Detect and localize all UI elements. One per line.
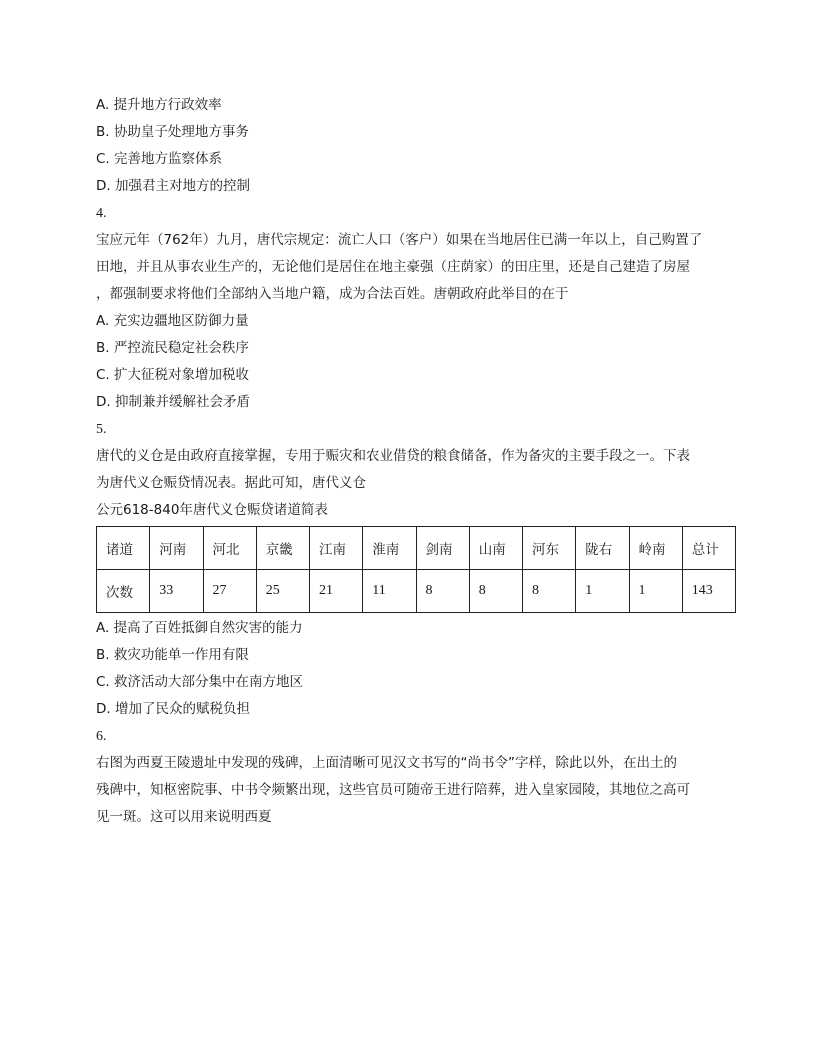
q5-option-d: D. 增加了民众的赋税负担	[96, 701, 250, 717]
table-cell: 27	[203, 570, 256, 613]
table-cell: 1	[629, 570, 682, 613]
table-cell: 25	[256, 570, 309, 613]
q6-stem-line-3: 见一斑。这可以用来说明西夏	[96, 809, 272, 825]
q3-options	[96, 92, 736, 200]
q6-number: 6.	[96, 729, 107, 744]
table-cell: 河东	[523, 527, 576, 570]
table-cell: 河北	[203, 527, 256, 570]
q4-stem-line-1: 宝应元年（762年）九月，唐代宗规定：流亡人口（客户）如果在当地居住已满一年以上，自己购置了	[96, 232, 703, 248]
table-cell: 山南	[469, 527, 522, 570]
table-cell: 33	[150, 570, 203, 613]
table-cell: 江南	[310, 527, 363, 570]
table-cell: 1	[576, 570, 629, 613]
relief-table	[96, 526, 736, 613]
q3-option-a: A. 提升地方行政效率	[96, 97, 222, 113]
q4-option-b: B. 严控流民稳定社会秩序	[96, 340, 249, 356]
table-cell: 诸道	[97, 527, 150, 570]
q4-option-a: A. 充实边疆地区防御力量	[96, 313, 249, 329]
q5-table-caption: 公元618-840年唐代义仓赈贷诸道简表	[96, 502, 328, 518]
q6-stem-line-1: 右图为西夏王陵遗址中发现的残碑，上面清晰可见汉文书写的“尚书令”字样，除此以外，在出土的	[96, 755, 677, 771]
table-cell: 陇右	[576, 527, 629, 570]
table-cell: 岭南	[629, 527, 682, 570]
q5-stem-line-2: 为唐代义仓赈贷情况表。据此可知，唐代义仓	[96, 475, 366, 491]
question-6	[96, 723, 736, 831]
q4-option-c: C. 扩大征税对象增加税收	[96, 367, 250, 383]
question-4	[96, 200, 736, 416]
q4-option-d: D. 抑制兼并缓解社会矛盾	[96, 394, 250, 410]
table-cell: 143	[682, 570, 735, 613]
table-row	[97, 570, 736, 613]
q5-option-b: B. 救灾功能单一作用有限	[96, 647, 249, 663]
q4-stem-line-2: 田地，并且从事农业生产的，无论他们是居住在地主豪强（庄荫家）的田庄里，还是自己建造了房屋	[96, 259, 690, 275]
table-header-row	[97, 527, 736, 570]
table-cell: 11	[363, 570, 416, 613]
q5-stem-line-1: 唐代的义仓是由政府直接掌握，专用于赈灾和农业借贷的粮食储备，作为备灾的主要手段之一。下表	[96, 448, 690, 464]
q4-stem-line-3: ，都强制要求将他们全部纳入当地户籍，成为合法百姓。唐朝政府此举目的在于	[96, 286, 569, 302]
table-cell: 8	[416, 570, 469, 613]
question-5	[96, 416, 736, 723]
table-cell: 总计	[682, 527, 735, 570]
q5-option-a: A. 提高了百姓抵御自然灾害的能力	[96, 620, 303, 636]
q3-option-d: D. 加强君主对地方的控制	[96, 178, 250, 194]
exam-page	[96, 92, 736, 831]
table-cell: 淮南	[363, 527, 416, 570]
q3-option-b: B. 协助皇子处理地方事务	[96, 124, 249, 140]
q5-number: 5.	[96, 422, 107, 437]
q5-option-c: C. 救济活动大部分集中在南方地区	[96, 674, 304, 690]
q4-number: 4.	[96, 206, 107, 221]
table-cell: 河南	[150, 527, 203, 570]
q6-stem-line-2: 残碑中，知枢密院事、中书令频繁出现，这些官员可随帝王进行陪葬，进入皇家园陵，其地位之高可	[96, 782, 690, 798]
table-cell: 次数	[97, 570, 150, 613]
table-cell: 剑南	[416, 527, 469, 570]
table-cell: 8	[469, 570, 522, 613]
table-cell: 京畿	[256, 527, 309, 570]
table-cell: 8	[523, 570, 576, 613]
q3-option-c: C. 完善地方监察体系	[96, 151, 223, 167]
table-cell: 21	[310, 570, 363, 613]
